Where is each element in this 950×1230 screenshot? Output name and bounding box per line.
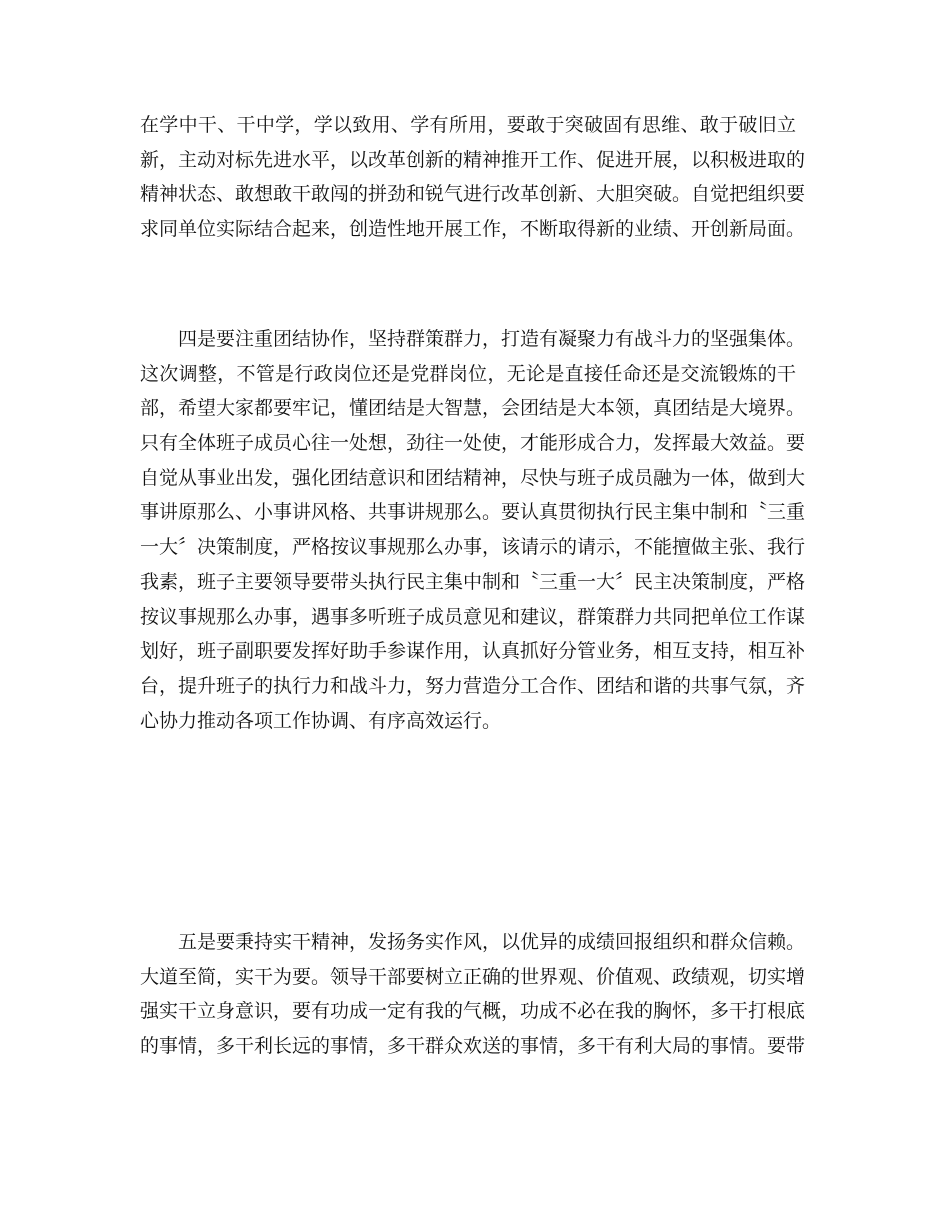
paragraph-line: 四是要注重团结协作，坚持群策群力，打造有凝聚力有战斗力的坚强集体。 — [178, 328, 806, 350]
paragraph-line: 精神状态、敢想敢干敢闯的拼劲和锐气进行改革创新、大胆突破。自觉把组织要 — [140, 183, 806, 206]
paragraph-line: 求同单位实际结合起来，创造性地开展工作，不断取得新的业绩、开创新局面。 — [140, 218, 806, 241]
paragraph-2 — [140, 322, 806, 738]
paragraph-1 — [140, 108, 806, 247]
paragraph-line: 一大〞决策制度，严格按议事规那么办事，该请示的请示，不能擅做主张、我行 — [140, 536, 806, 559]
paragraph-line: 划好，班子副职要发挥好助手参谋作用，认真抓好分管业务，相互支持，相互补 — [140, 640, 806, 663]
paragraph-line: 自觉从事业出发，强化团结意识和团结精神，尽快与班子成员融为一体，做到大 — [140, 466, 806, 489]
paragraph-line: 在学中干、干中学，学以致用、学有所用，要敢于突破固有思维、敢于破旧立 — [140, 114, 796, 136]
paragraph-line: 按议事规那么办事，遇事多听班子成员意见和建议，群策群力共同把单位工作谋 — [140, 605, 806, 628]
paragraph-line: 的事情，多干利长远的事情，多干群众欢送的事情，多干有利大局的事情。要带 — [140, 1035, 806, 1058]
paragraph-line: 事讲原那么、小事讲风格、共事讲规那么。要认真贯彻执行民主集中制和〝三重 — [140, 501, 806, 524]
paragraph-line: 只有全体班子成员心往一处想，劲往一处使，才能形成合力，发挥最大效益。要 — [140, 432, 806, 455]
paragraph-line: 新，主动对标先进水平，以改革创新的精神推开工作、促进开展，以积极进取的 — [140, 148, 806, 171]
paragraph-line: 强实干立身意识，要有功成一定有我的气概，功成不必在我的胸怀，多干打根底 — [140, 1000, 806, 1023]
paragraph-line: 大道至简，实干为要。领导干部要树立正确的世界观、价值观、政绩观，切实增 — [140, 965, 806, 988]
paragraph-line: 我素，班子主要领导要带头执行民主集中制和〝三重一大〞民主决策制度，严格 — [140, 570, 806, 593]
paragraph-line: 部，希望大家都要牢记，懂团结是大智慧，会团结是大本领，真团结是大境界。 — [140, 397, 806, 420]
paragraph-line: 台，提升班子的执行力和战斗力，努力营造分工合作、团结和谐的共事气氛，齐 — [140, 674, 806, 697]
paragraph-line: 心协力推动各项工作协调、有序高效运行。 — [140, 709, 502, 732]
paragraph-3 — [140, 925, 806, 1064]
paragraph-line: 这次调整，不管是行政岗位还是党群岗位，无论是直接任命还是交流锻炼的干 — [140, 362, 796, 385]
paragraph-line: 五是要秉持实干精神，发扬务实作风，以优异的成绩回报组织和群众信赖。 — [178, 931, 806, 953]
